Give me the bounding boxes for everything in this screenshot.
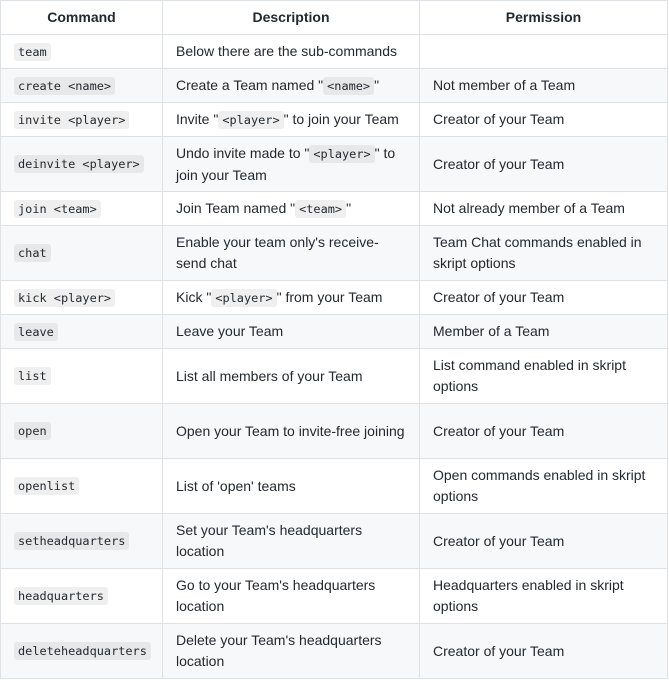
header-permission: Permission — [420, 1, 668, 35]
description-text: Undo invite made to " — [176, 144, 310, 161]
command-code: create <name> — [14, 77, 115, 95]
description-cell — [163, 35, 420, 69]
description-text: Join Team named " — [176, 199, 296, 216]
table-body — [1, 35, 668, 679]
description-code: <team> — [295, 200, 346, 218]
table-row — [1, 315, 668, 349]
description-text: Go to your Team's headquarters location — [176, 577, 376, 614]
header-description: Description — [163, 1, 420, 35]
command-cell — [1, 281, 163, 315]
command-code: list — [14, 367, 51, 385]
command-cell — [1, 349, 163, 404]
description-cell — [163, 459, 420, 514]
permission-cell: Creator of your Team — [420, 281, 668, 315]
table-header-row — [1, 1, 668, 35]
permission-cell: Member of a Team — [420, 315, 668, 349]
permission-cell: List command enabled in skript options — [420, 349, 668, 404]
permission-cell: Creator of your Team — [420, 103, 668, 137]
command-cell — [1, 514, 163, 569]
permission-cell — [420, 35, 668, 69]
table-row — [1, 192, 668, 226]
table-row — [1, 226, 668, 281]
command-cell — [1, 226, 163, 281]
description-cell — [163, 514, 420, 569]
description-text: " — [374, 76, 380, 93]
description-text: Leave your Team — [176, 323, 284, 339]
command-code: invite <player> — [14, 111, 129, 129]
description-text: Set your Team's headquarters location — [176, 522, 363, 559]
command-code: setheadquarters — [14, 532, 129, 550]
description-code: <player> — [309, 145, 374, 163]
description-text: Invite " — [176, 110, 219, 127]
description-text: " to join your Team — [176, 144, 396, 183]
header-command: Command — [1, 1, 163, 35]
description-cell — [163, 404, 420, 459]
description-cell — [163, 69, 420, 103]
table-row — [1, 281, 668, 315]
command-cell — [1, 404, 163, 459]
description-text: " to join your Team — [283, 110, 399, 127]
command-code: open — [14, 422, 51, 440]
command-code: kick <player> — [14, 289, 115, 307]
permission-cell: Not member of a Team — [420, 69, 668, 103]
table-row — [1, 624, 668, 679]
description-text: Enable your team only's receive-send chat — [176, 234, 379, 271]
table-row — [1, 404, 668, 459]
description-cell — [163, 349, 420, 404]
command-cell — [1, 192, 163, 226]
command-code: deinvite <player> — [14, 155, 144, 173]
command-code: deleteheadquarters — [14, 642, 151, 660]
description-code: <name> — [323, 77, 374, 95]
permission-cell: Creator of your Team — [420, 624, 668, 679]
description-text: Create a Team named " — [176, 76, 324, 93]
table-row — [1, 514, 668, 569]
permission-cell: Not already member of a Team — [420, 192, 668, 226]
description-text: " from your Team — [276, 288, 383, 305]
permission-cell: Creator of your Team — [420, 137, 668, 192]
description-cell — [163, 192, 420, 226]
description-text: Kick " — [176, 288, 212, 305]
table-row — [1, 349, 668, 404]
command-cell — [1, 137, 163, 192]
description-cell — [163, 226, 420, 281]
description-cell — [163, 569, 420, 624]
permission-cell: Creator of your Team — [420, 514, 668, 569]
command-cell — [1, 315, 163, 349]
description-text: Open your Team to invite-free joining — [176, 422, 405, 439]
command-code: team — [14, 43, 51, 61]
command-cell — [1, 103, 163, 137]
description-text: Delete your Team's headquarters location — [176, 632, 382, 669]
permission-cell: Team Chat commands enabled in skript options — [420, 226, 668, 281]
command-code: join <team> — [14, 200, 101, 218]
permission-cell: Creator of your Team — [420, 404, 668, 459]
description-text: List of 'open' teams — [176, 477, 296, 494]
table-row — [1, 569, 668, 624]
command-code: leave — [14, 323, 58, 341]
table-row — [1, 69, 668, 103]
command-cell — [1, 624, 163, 679]
description-cell — [163, 137, 420, 192]
description-code: <player> — [218, 111, 283, 129]
description-text: " — [346, 199, 352, 216]
table-row — [1, 137, 668, 192]
command-code: openlist — [14, 477, 79, 495]
description-cell — [163, 315, 420, 349]
description-cell — [163, 624, 420, 679]
description-text: List all members of your Team — [176, 367, 363, 384]
command-cell — [1, 69, 163, 103]
command-code: chat — [14, 244, 51, 262]
description-cell — [163, 103, 420, 137]
description-code: <player> — [211, 289, 276, 307]
table-row — [1, 459, 668, 514]
command-cell — [1, 459, 163, 514]
command-code: headquarters — [14, 587, 108, 605]
permission-cell: Open commands enabled in skript options — [420, 459, 668, 514]
table-row — [1, 35, 668, 69]
description-text: Below there are the sub-commands — [176, 43, 397, 59]
command-cell — [1, 35, 163, 69]
description-cell — [163, 281, 420, 315]
table-row — [1, 103, 668, 137]
command-cell — [1, 569, 163, 624]
permission-cell: Headquarters enabled in skript options — [420, 569, 668, 624]
